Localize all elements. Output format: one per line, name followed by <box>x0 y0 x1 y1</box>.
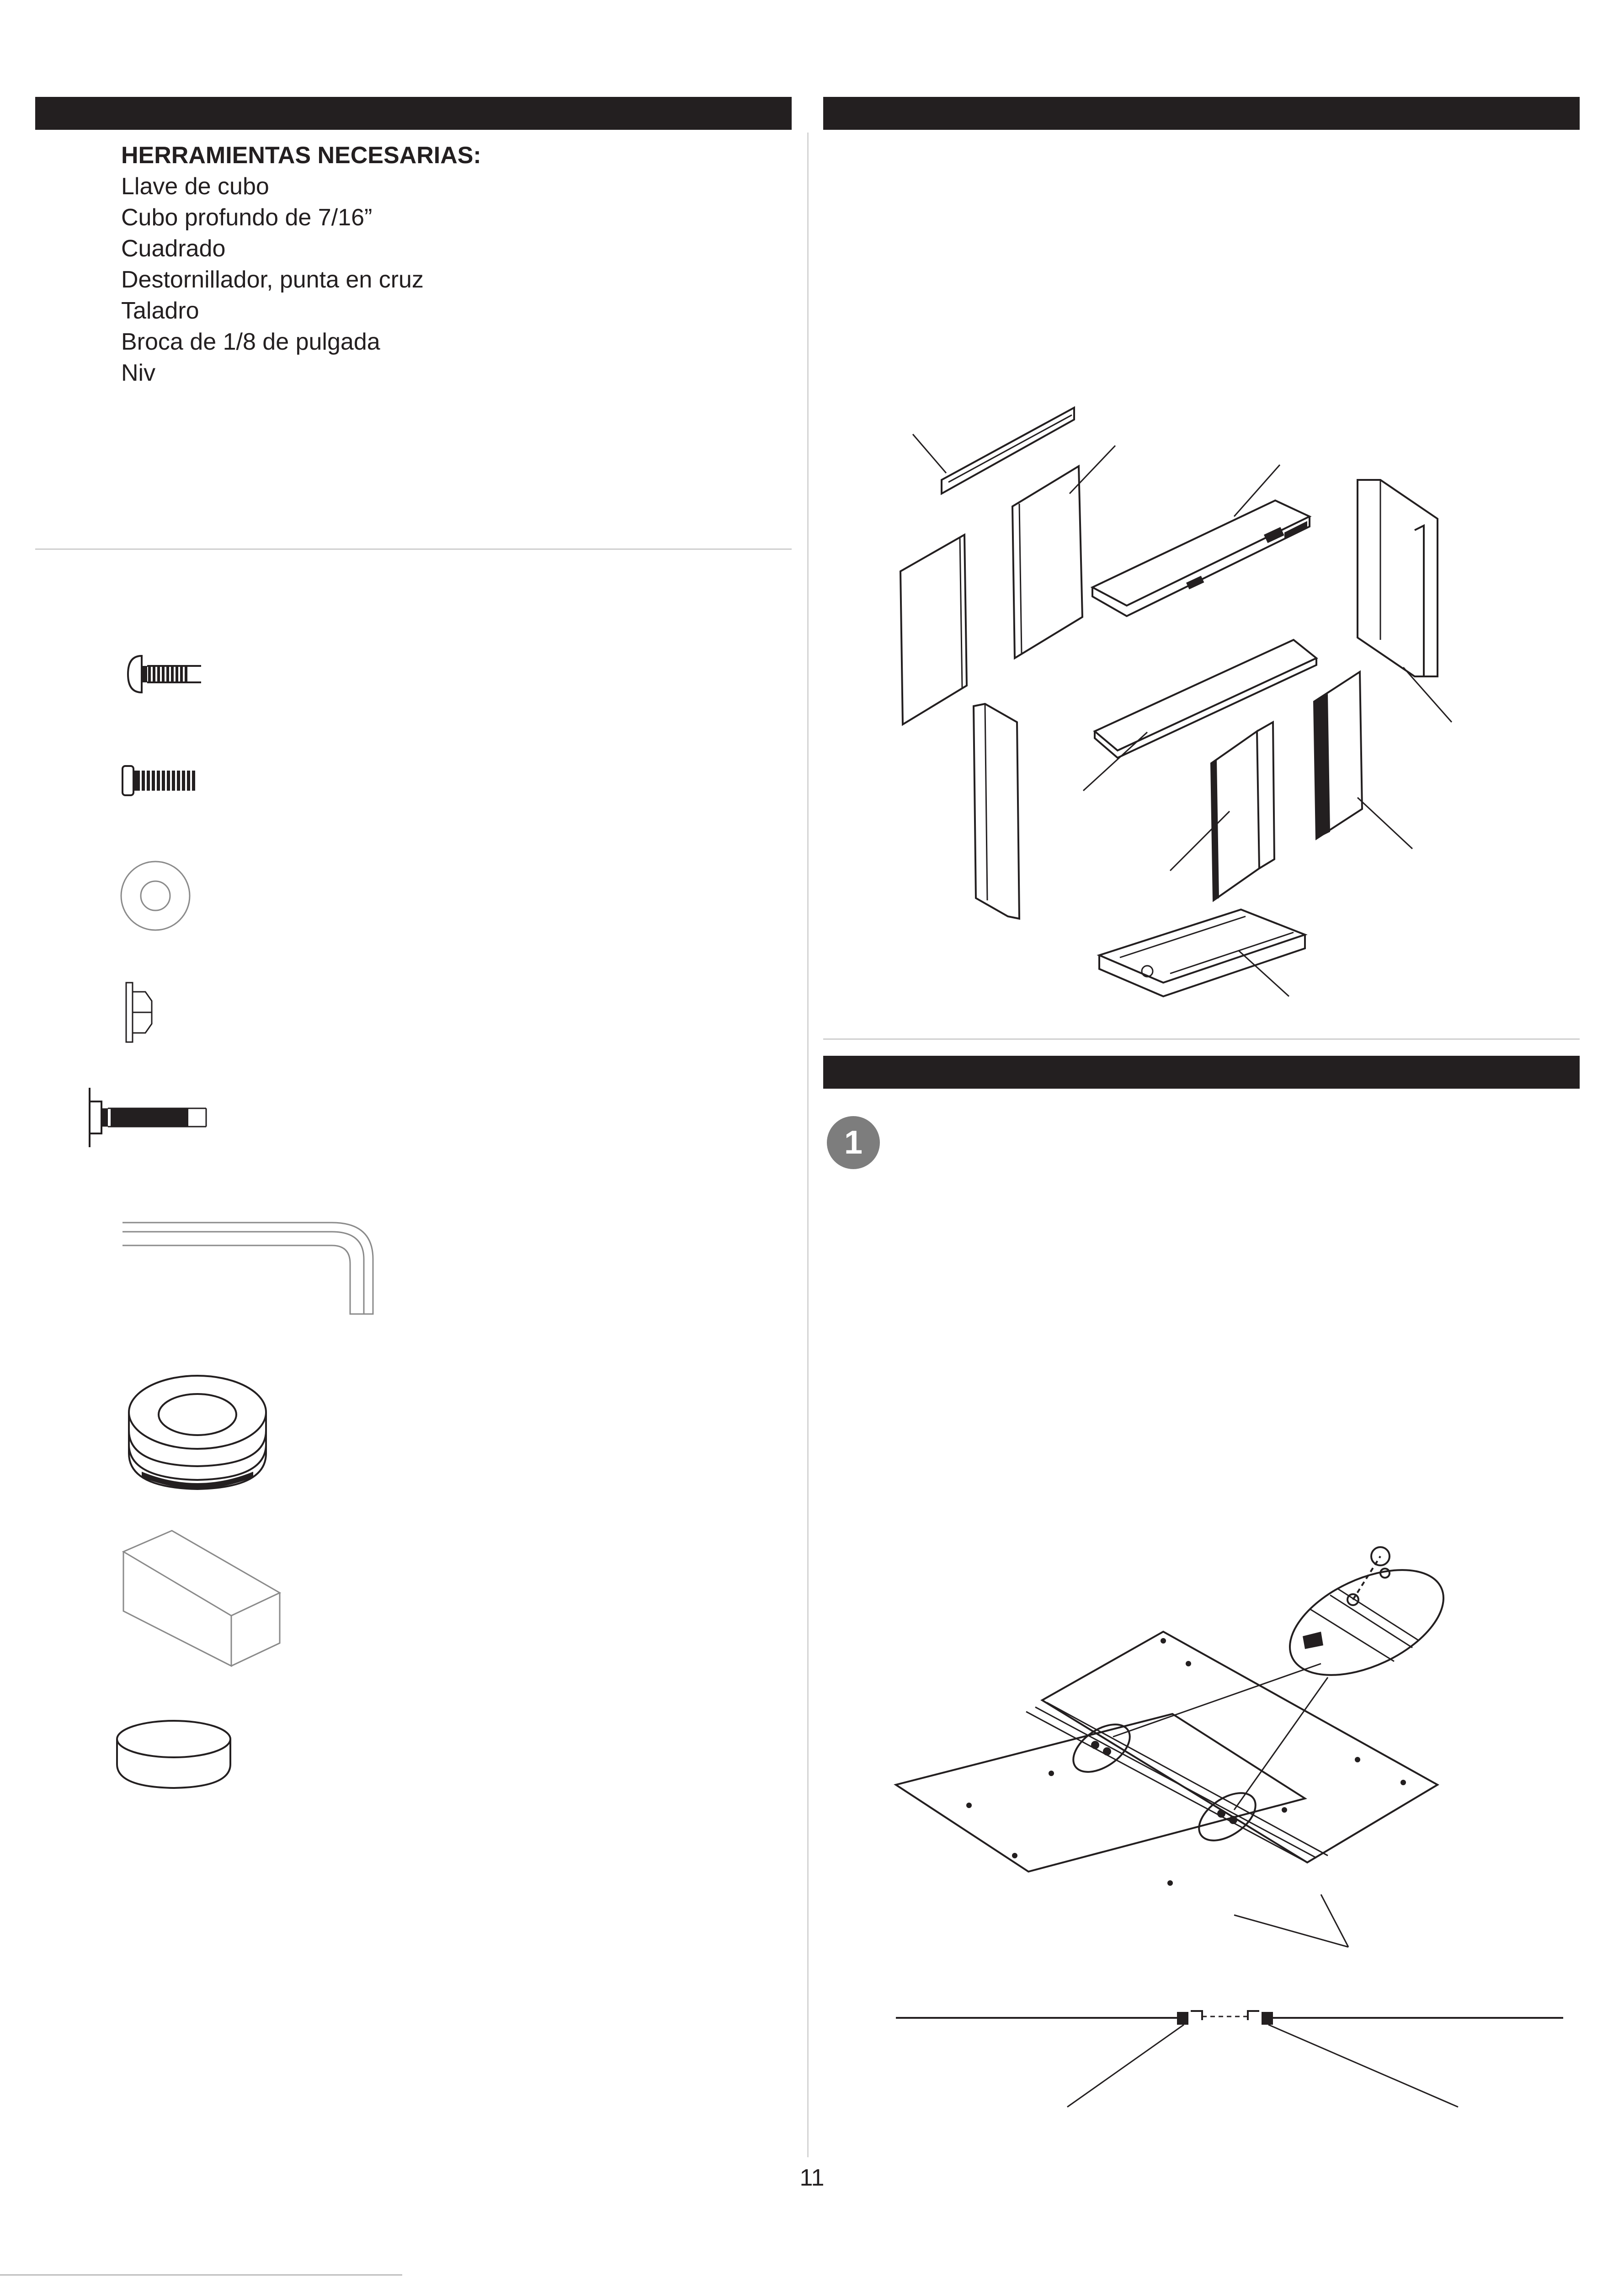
carriage-bolt-icon <box>123 647 215 702</box>
grommet-icon <box>123 1371 279 1495</box>
round-pad-icon <box>113 1718 237 1792</box>
tool-item: Destornillador, punta en cruz <box>121 266 424 293</box>
exploded-parts-diagram <box>891 402 1467 1051</box>
tool-item: Llave de cubo <box>121 173 269 200</box>
long-bolt-icon <box>85 1083 213 1152</box>
hex-key-icon <box>122 1218 378 1319</box>
hex-bolt-icon <box>120 759 211 804</box>
column-divider <box>807 242 809 2157</box>
section-bar-assembly <box>823 1056 1580 1089</box>
section-bar-tools <box>35 97 792 130</box>
foam-block-icon <box>122 1529 286 1671</box>
step-1-badge <box>826 1115 885 1175</box>
tool-item: Niv <box>121 360 156 386</box>
washer-icon <box>119 857 197 935</box>
column-divider-top <box>807 133 809 242</box>
section-bar-parts <box>823 97 1580 130</box>
step-number: 1 <box>844 1124 863 1161</box>
tools-list <box>121 140 481 388</box>
tool-item: Broca de 1/8 de pulgada <box>121 329 380 355</box>
bottom-edge-line <box>0 2274 402 2276</box>
divider-left <box>35 548 792 550</box>
step-1-assembly-diagram <box>896 1527 1572 2112</box>
tool-item: Taladro <box>121 298 199 324</box>
tool-item: Cubo profundo de 7/16” <box>121 204 373 231</box>
tool-item: Cuadrado <box>121 235 226 262</box>
flange-nut-icon <box>122 978 159 1047</box>
tools-heading: HERRAMIENTAS NECESARIAS: <box>121 142 481 169</box>
page-number: 11 <box>799 2165 825 2191</box>
